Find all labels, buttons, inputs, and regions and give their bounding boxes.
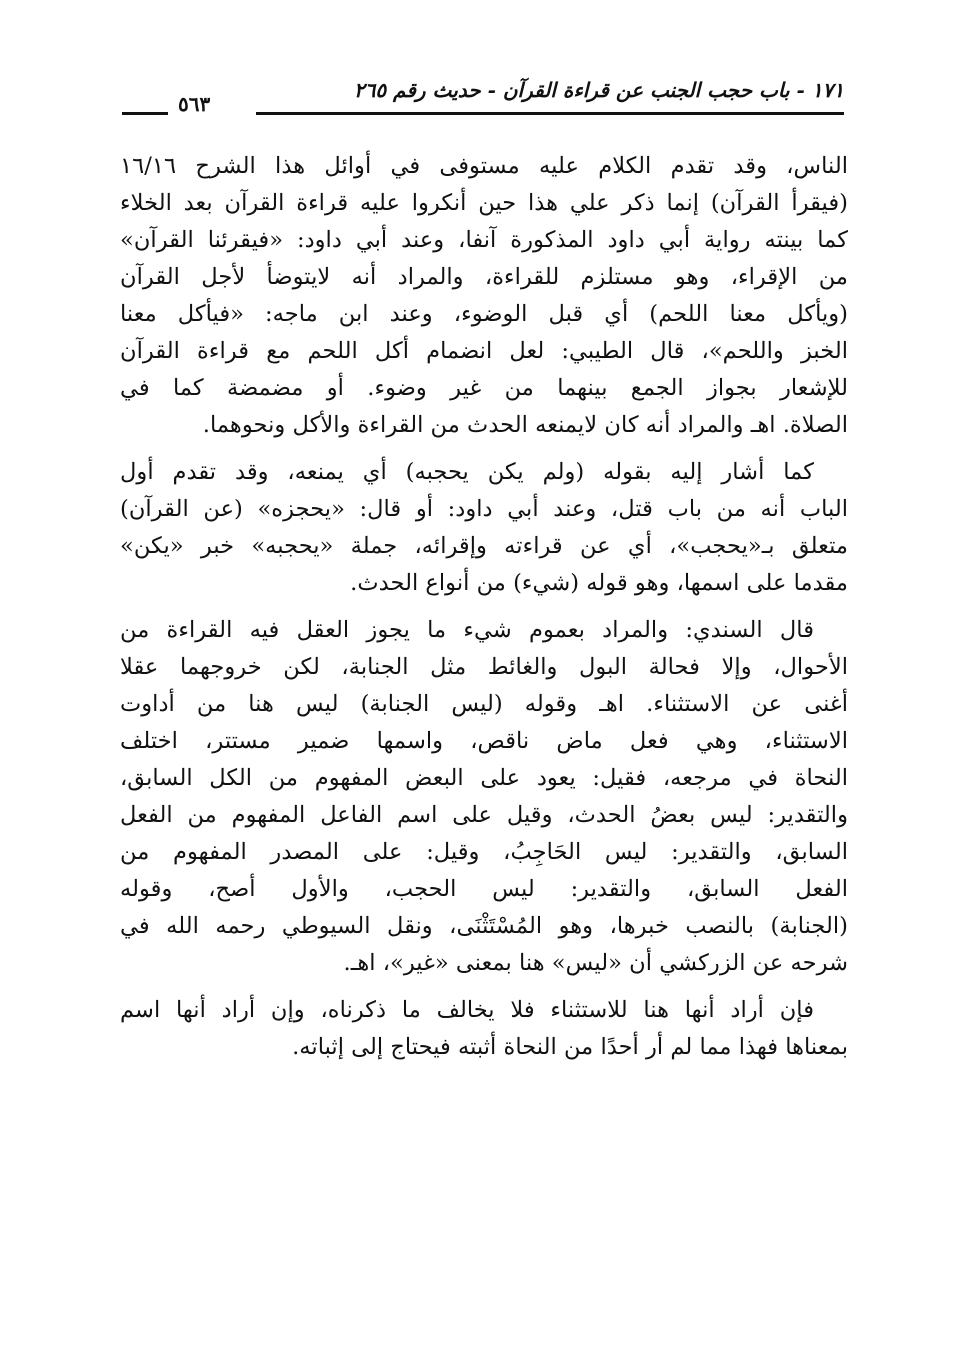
text-line: متعلق بـ«يحجب»، أي عن قراءته وإقرائه، جملة «يحجبه» خبر «يكن»: [120, 533, 848, 559]
page-number: ٥٦٣: [178, 92, 211, 116]
text-line: والتقدير: ليس بعضُ الحدث، وقيل على اسم الفاعل المفهوم من الفعل: [120, 802, 848, 828]
text-line: (الجنابة) بالنصب خبرها، وهو المُسْتَثْنَى، ونقل السيوطي رحمه الله في: [120, 913, 848, 939]
text-line: الأحوال، وإلا فحالة البول والغائط مثل الجنابة، لكن خروجهما عقلا: [120, 654, 848, 680]
text-line: الصلاة. اهـ والمراد أنه كان لايمنعه الحدث من القراءة والأكل ونحوهما.: [202, 412, 848, 438]
text-line: للإشعار بجواز الجمع بينهما من غير وضوء. أو مضمضة كما في: [120, 375, 848, 401]
text-line: بمعناها فهذا مما لم أر أحدًا من النحاة أثبته فيحتاج إلى إثباته.: [292, 1034, 848, 1060]
running-header: [122, 78, 844, 122]
text-line: الفعل السابق، والتقدير: ليس الحجب، والأول أصح، وقوله: [120, 876, 848, 902]
text-line: الاستثناء، وهي فعل ماض ناقص، واسمها ضمير مستتر، اختلف: [120, 728, 848, 754]
paragraph-3: [120, 612, 848, 982]
text-line: شرحه عن الزركشي أن «ليس» هنا بمعنى «غير»، اهـ.: [343, 950, 848, 976]
text-line: فإن أراد أنها هنا للاستثناء فلا يخالف ما ذكرناه، وإن أراد أنها اسم: [120, 997, 814, 1023]
text-line: مقدما على اسمها، وهو قوله (شيء) من أنواع الحدث.: [350, 570, 848, 596]
paragraph-1: [120, 148, 848, 444]
body-text: [120, 148, 848, 1076]
text-line: الخبز واللحم»، قال الطيبي: لعل انضمام أكل اللحم مع قراءة القرآن: [120, 338, 848, 364]
text-line: الباب أنه من باب قتل، وعند أبي داود: أو قال: «يحجزه» (عن القرآن): [120, 496, 848, 522]
text-line: من الإقراء، وهو مستلزم للقراءة، والمراد أنه لايتوضأ لأجل القرآن: [120, 264, 848, 290]
text-line: السابق، والتقدير: ليس الحَاجِبُ، وقيل: على المصدر المفهوم من: [120, 839, 848, 865]
text-line: قال السندي: والمراد بعموم شيء ما يجوز العقل فيه القراءة من: [120, 617, 814, 643]
text-line: كما أشار إليه بقوله (ولم يكن يحجبه) أي يمنعه، وقد تقدم أول: [120, 459, 814, 485]
text-line: كما بينته رواية أبي داود المذكورة آنفا، وعند أبي داود: «فيقرئنا القرآن»: [120, 227, 848, 253]
paragraph-4: [120, 992, 848, 1066]
chapter-title: ١٧١ - باب حجب الجنب عن قراءة القرآن - حديث رقم ٢٦٥: [353, 78, 844, 102]
text-line: الناس، وقد تقدم الكلام عليه مستوفى في أوائل هذا الشرح ١٦/١٦: [120, 153, 848, 179]
text-line: (ويأكل معنا اللحم) أي قبل الوضوء، وعند ابن ماجه: «فيأكل معنا: [120, 301, 848, 327]
text-line: النحاة في مرجعه، فقيل: يعود على البعض المفهوم من الكل السابق،: [120, 765, 848, 791]
paragraph-2: [120, 454, 848, 602]
text-line: (فيقرأ القرآن) إنما ذكر علي هذا حين أنكروا عليه قراءة القرآن بعد الخلاء: [120, 190, 848, 216]
text-line: أغنى عن الاستثناء. اهـ وقوله (ليس الجنابة) ليس هنا من أداوت: [120, 691, 848, 717]
